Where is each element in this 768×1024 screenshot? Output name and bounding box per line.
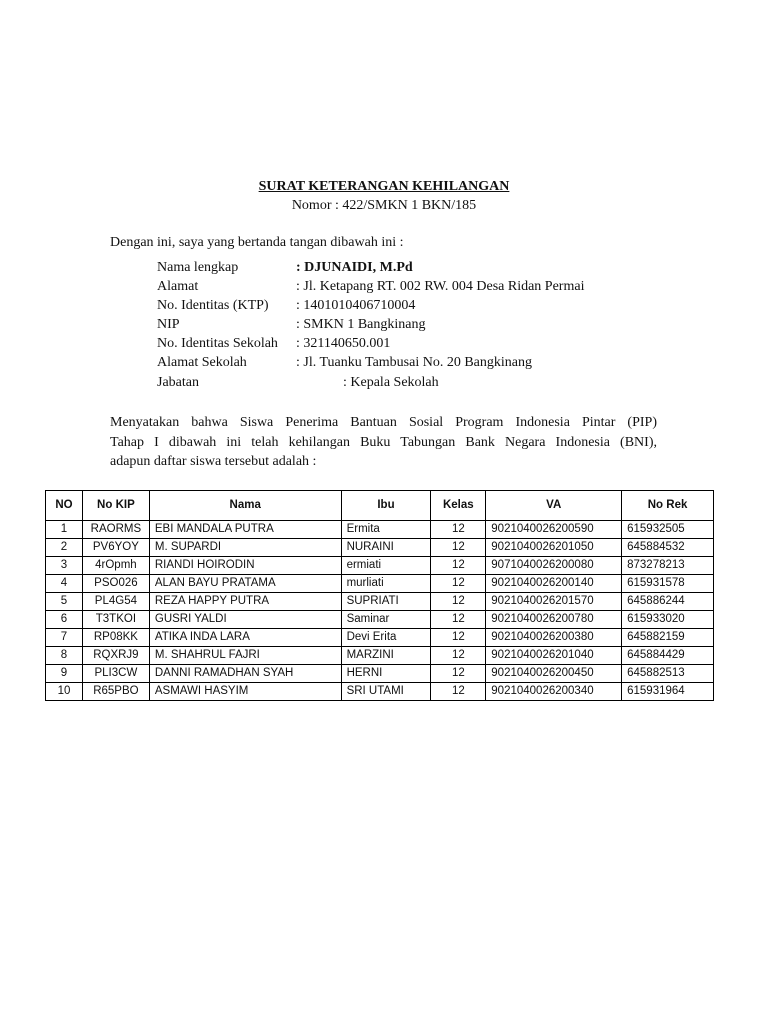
cell-no-rek: 645884532 — [622, 539, 714, 557]
cell-nama: M. SUPARDI — [149, 539, 341, 557]
cell-kelas: 12 — [431, 539, 486, 557]
cell-no: 10 — [46, 683, 83, 701]
student-table — [45, 490, 714, 701]
field-address-value: : Jl. Ketapang RT. 002 RW. 004 Desa Ridan Permai — [296, 279, 585, 294]
cell-kelas: 12 — [431, 629, 486, 647]
cell-no-rek: 645884429 — [622, 647, 714, 665]
cell-va: 9021040026200380 — [486, 629, 622, 647]
cell-no: 6 — [46, 611, 83, 629]
letter-title: SURAT KETERANGAN KEHILANGAN — [258, 179, 510, 194]
cell-kelas: 12 — [431, 557, 486, 575]
field-ktp-label: No. Identitas (KTP) — [157, 298, 269, 313]
header-no-kip: No KIP — [82, 491, 149, 521]
cell-no-rek: 615932505 — [622, 521, 714, 539]
field-address-label: Alamat — [157, 279, 199, 294]
table-row — [46, 683, 714, 701]
cell-ibu: Ermita — [341, 521, 431, 539]
table-body — [46, 521, 714, 701]
cell-ibu: murliati — [341, 575, 431, 593]
cell-ibu: MARZINI — [341, 647, 431, 665]
cell-kelas: 12 — [431, 593, 486, 611]
field-school-id-value: : 321140650.001 — [296, 336, 391, 351]
cell-no-rek: 645886244 — [622, 593, 714, 611]
field-nip-label: NIP — [157, 317, 180, 332]
cell-no: 5 — [46, 593, 83, 611]
table-row — [46, 539, 714, 557]
cell-no-kip: PV6YOY — [82, 539, 149, 557]
cell-ibu: SRI UTAMI — [341, 683, 431, 701]
cell-no: 9 — [46, 665, 83, 683]
cell-no-kip: R65PBO — [82, 683, 149, 701]
table-row — [46, 647, 714, 665]
cell-no-kip: RAORMS — [82, 521, 149, 539]
cell-no: 4 — [46, 575, 83, 593]
cell-no: 3 — [46, 557, 83, 575]
statement-line: Menyatakan bahwa Siswa Penerima Bantuan Sosial Program Indonesia Pintar (PIP) — [110, 415, 657, 430]
field-name-value: : DJUNAIDI, M.Pd — [296, 260, 413, 275]
cell-va: 9021040026201050 — [486, 539, 622, 557]
cell-va: 9021040026201040 — [486, 647, 622, 665]
cell-va: 9021040026200140 — [486, 575, 622, 593]
table-row — [46, 575, 714, 593]
header-va: VA — [486, 491, 622, 521]
cell-nama: EBI MANDALA PUTRA — [149, 521, 341, 539]
cell-va: 9021040026200450 — [486, 665, 622, 683]
field-nip-value: : SMKN 1 Bangkinang — [296, 317, 426, 332]
cell-nama: DANNI RAMADHAN SYAH — [149, 665, 341, 683]
field-school-address-label: Alamat Sekolah — [157, 355, 247, 370]
letter-number: Nomor : 422/SMKN 1 BKN/185 — [291, 198, 477, 213]
cell-nama: ALAN BAYU PRATAMA — [149, 575, 341, 593]
table-row — [46, 665, 714, 683]
cell-no-rek: 615933020 — [622, 611, 714, 629]
cell-no-rek: 615931964 — [622, 683, 714, 701]
cell-ibu: Devi Erita — [341, 629, 431, 647]
cell-kelas: 12 — [431, 683, 486, 701]
cell-no-kip: T3TKOI — [82, 611, 149, 629]
table-row — [46, 557, 714, 575]
header-kelas: Kelas — [431, 491, 486, 521]
cell-no-rek: 645882513 — [622, 665, 714, 683]
field-ktp-value: : 1401010406710004 — [296, 298, 416, 313]
field-school-id-label: No. Identitas Sekolah — [157, 336, 278, 351]
table-row — [46, 611, 714, 629]
cell-no: 1 — [46, 521, 83, 539]
cell-kelas: 12 — [431, 647, 486, 665]
cell-no-kip: 4rOpmh — [82, 557, 149, 575]
cell-nama: ASMAWI HASYIM — [149, 683, 341, 701]
field-school-address-value: : Jl. Tuanku Tambusai No. 20 Bangkinang — [296, 355, 532, 370]
cell-kelas: 12 — [431, 575, 486, 593]
cell-va: 9021040026200590 — [486, 521, 622, 539]
cell-nama: ATIKA INDA LARA — [149, 629, 341, 647]
statement-line: Tahap I dibawah ini telah kehilangan Buku Tabungan Bank Negara Indonesia (BNI), — [110, 434, 657, 450]
cell-va: 9021040026200340 — [486, 683, 622, 701]
cell-no: 7 — [46, 629, 83, 647]
table-row — [46, 521, 714, 539]
table-row — [46, 629, 714, 647]
cell-no-kip: RP08KK — [82, 629, 149, 647]
cell-kelas: 12 — [431, 521, 486, 539]
cell-no-kip: RQXRJ9 — [82, 647, 149, 665]
cell-no: 8 — [46, 647, 83, 665]
header-nama: Nama — [149, 491, 341, 521]
cell-no-kip: PLI3CW — [82, 665, 149, 683]
cell-ibu: Saminar — [341, 611, 431, 629]
header-no: NO — [46, 491, 83, 521]
cell-ibu: NURAINI — [341, 539, 431, 557]
table-header-row — [46, 491, 714, 521]
cell-kelas: 12 — [431, 665, 486, 683]
cell-ibu: SUPRIATI — [341, 593, 431, 611]
cell-va: 9071040026200080 — [486, 557, 622, 575]
cell-nama: GUSRI YALDI — [149, 611, 341, 629]
cell-nama: REZA HAPPY PUTRA — [149, 593, 341, 611]
cell-no-rek: 615931578 — [622, 575, 714, 593]
statement-paragraph — [110, 413, 657, 472]
cell-no-rek: 873278213 — [622, 557, 714, 575]
intro-text: Dengan ini, saya yang bertanda tangan dibawah ini : — [110, 235, 404, 250]
field-name-label: Nama lengkap — [157, 260, 239, 275]
header-no-rek: No Rek — [622, 491, 714, 521]
table-row — [46, 593, 714, 611]
cell-va: 9021040026201570 — [486, 593, 622, 611]
field-position-label: Jabatan — [157, 375, 199, 390]
cell-no-rek: 645882159 — [622, 629, 714, 647]
cell-va: 9021040026200780 — [486, 611, 622, 629]
field-position-value: : Kepala Sekolah — [343, 375, 439, 390]
cell-ibu: ermiati — [341, 557, 431, 575]
cell-no: 2 — [46, 539, 83, 557]
cell-ibu: HERNI — [341, 665, 431, 683]
statement-line: adapun daftar siswa tersebut adalah : — [110, 454, 317, 469]
cell-nama: M. SHAHRUL FAJRI — [149, 647, 341, 665]
header-ibu: Ibu — [341, 491, 431, 521]
cell-kelas: 12 — [431, 611, 486, 629]
cell-no-kip: PSO026 — [82, 575, 149, 593]
cell-no-kip: PL4G54 — [82, 593, 149, 611]
cell-nama: RIANDI HOIRODIN — [149, 557, 341, 575]
